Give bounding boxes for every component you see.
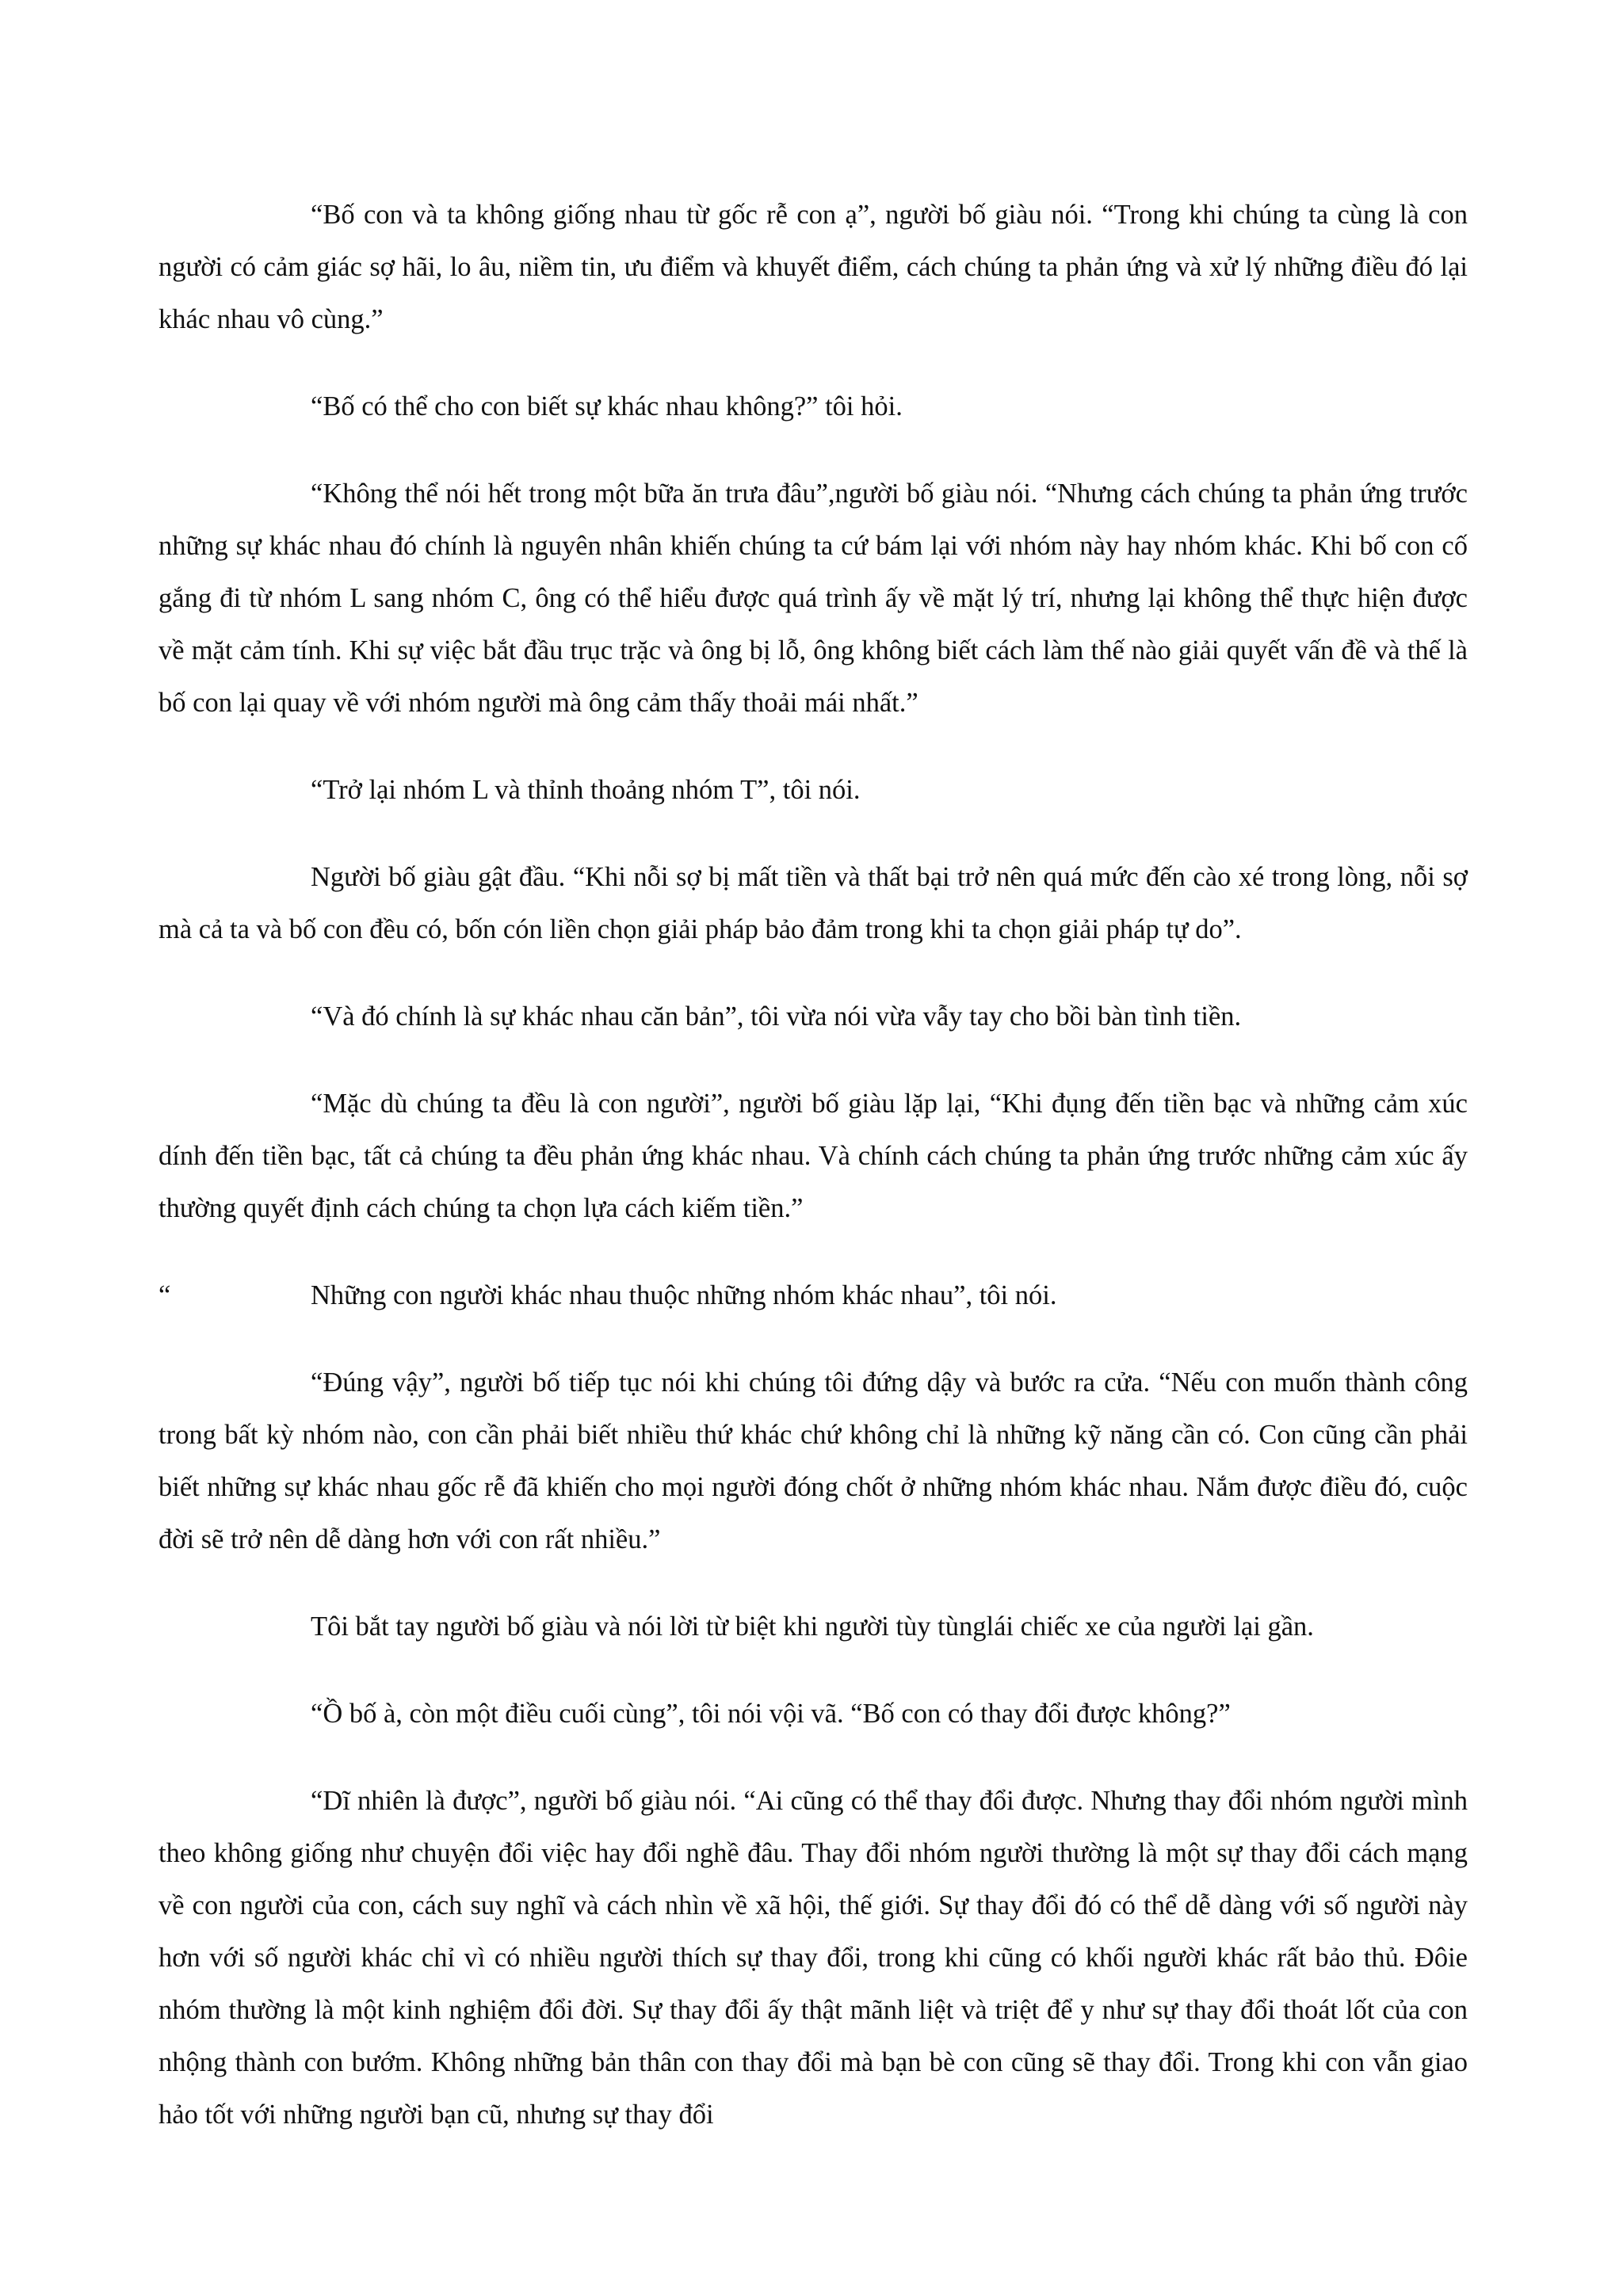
paragraph-6: “Và đó chính là sự khác nhau căn bản”, tôi vừa nói vừa vẫy tay cho bồi bàn tình tiền. (311, 1001, 1242, 1032)
paragraph-5: Người bố giàu gật đầu. “Khi nỗi sợ bị mất tiền và thất bại trở nên quá mức đến cào xé trong lòng, nỗi sợ mà cả ta và bố con đều có, bốn cón liền chọn giải pháp bảo đảm trong khi ta chọn giải pháp tự do”. (158, 862, 1468, 944)
document-page (158, 189, 1468, 2176)
paragraph-7: “Mặc dù chúng ta đều là con người”, người bố giàu lặp lại, “Khi đụng đến tiền bạc và những cảm xúc dính đến tiền bạc, tất cả chúng ta đều phản ứng khác nhau. Và chính cách chúng ta phản ứng trước những cảm xúc ấy thường quyết định cách chúng ta chọn lựa cách kiếm tiền.” (158, 1089, 1468, 1223)
paragraph-1: “Bố con và ta không giống nhau từ gốc rễ con ạ”, người bố giàu nói. “Trong khi chúng ta cùng là con người có cảm giác sợ hãi, lo âu, niềm tin, ưu điểm và khuyết điểm, cách chúng ta phản ứng và xử lý những điều đó lại khác nhau vô cùng.” (158, 200, 1468, 334)
paragraph-4: “Trở lại nhóm L và thỉnh thoảng nhóm T”, tôi nói. (311, 775, 861, 805)
paragraph-12: “Dĩ nhiên là được”, người bố giàu nói. “Ai cũng có thể thay đổi được. Nhưng thay đổi nhóm người mình theo không giống như chuyện đổi việc hay đổi nghề đâu. Thay đổi nhóm người thường là một sự thay đổi cách mạng về con người của con, cách suy nghĩ và cách nhìn về xã hội, thế giới. Sự thay đổi đó có thể dễ dàng với số người này hơn với số người khác chỉ vì có nhiều người thích sự thay đổi, trong khi cũng có khối người khác rất bảo thủ. Đôie nhóm thường là một kinh nghiệm đổi đời. Sự thay đổi ấy thật mãnh liệt và triệt để y như sự thay đổi thoát lốt của con nhộng thành con bướm. Không những bản thân con thay đổi mà bạn bè con cũng sẽ thay đổi. Trong khi con vẫn giao hảo tốt với những người bạn cũ, nhưng sự thay đổi (158, 1786, 1468, 2130)
paragraph-9: “Đúng vậy”, người bố tiếp tục nói khi chúng tôi đứng dậy và bước ra cửa. “Nếu con muốn thành công trong bất kỳ nhóm nào, con cần phải biết nhiều thứ khác chứ không chỉ là những kỹ năng cần có. Con cũng cần phải biết những sự khác nhau gốc rễ đã khiến cho mọi người đóng chốt ở những nhóm khác nhau. Nắm được điều đó, cuộc đời sẽ trở nên dễ dàng hơn với con rất nhiều.” (158, 1367, 1468, 1554)
paragraph-2: “Bố có thể cho con biết sự khác nhau không?” tôi hỏi. (311, 391, 903, 421)
paragraph-10: Tôi bắt tay người bố giàu và nói lời từ biệt khi người tùy tùnglái chiếc xe của người lại gần. (311, 1611, 1314, 1642)
stray-quote-mark: “ (158, 1280, 171, 1310)
paragraph-3: “Không thể nói hết trong một bữa ăn trưa đâu”,người bố giàu nói. “Nhưng cách chúng ta phản ứng trước những sự khác nhau đó chính là nguyên nhân khiến chúng ta cứ bám lại với nhóm này hay nhóm khác. Khi bố con cố gắng đi từ nhóm L sang nhóm C, ông có thể hiểu được quá trình ấy về mặt lý trí, nhưng lại không thể thực hiện được về mặt cảm tính. Khi sự việc bắt đầu trục trặc và ông bị lỗ, ông không biết cách làm thế nào giải quyết vấn đề và thế là bố con lại quay về với nhóm người mà ông cảm thấy thoải mái nhất.” (158, 479, 1468, 718)
paragraph-8 (158, 1269, 1468, 1322)
paragraph-8-text: Những con người khác nhau thuộc những nhóm khác nhau”, tôi nói. (311, 1280, 1057, 1310)
paragraph-11: “Ồ bố à, còn một điều cuối cùng”, tôi nói vội vã. “Bố con có thay đổi được không?” (311, 1699, 1231, 1729)
